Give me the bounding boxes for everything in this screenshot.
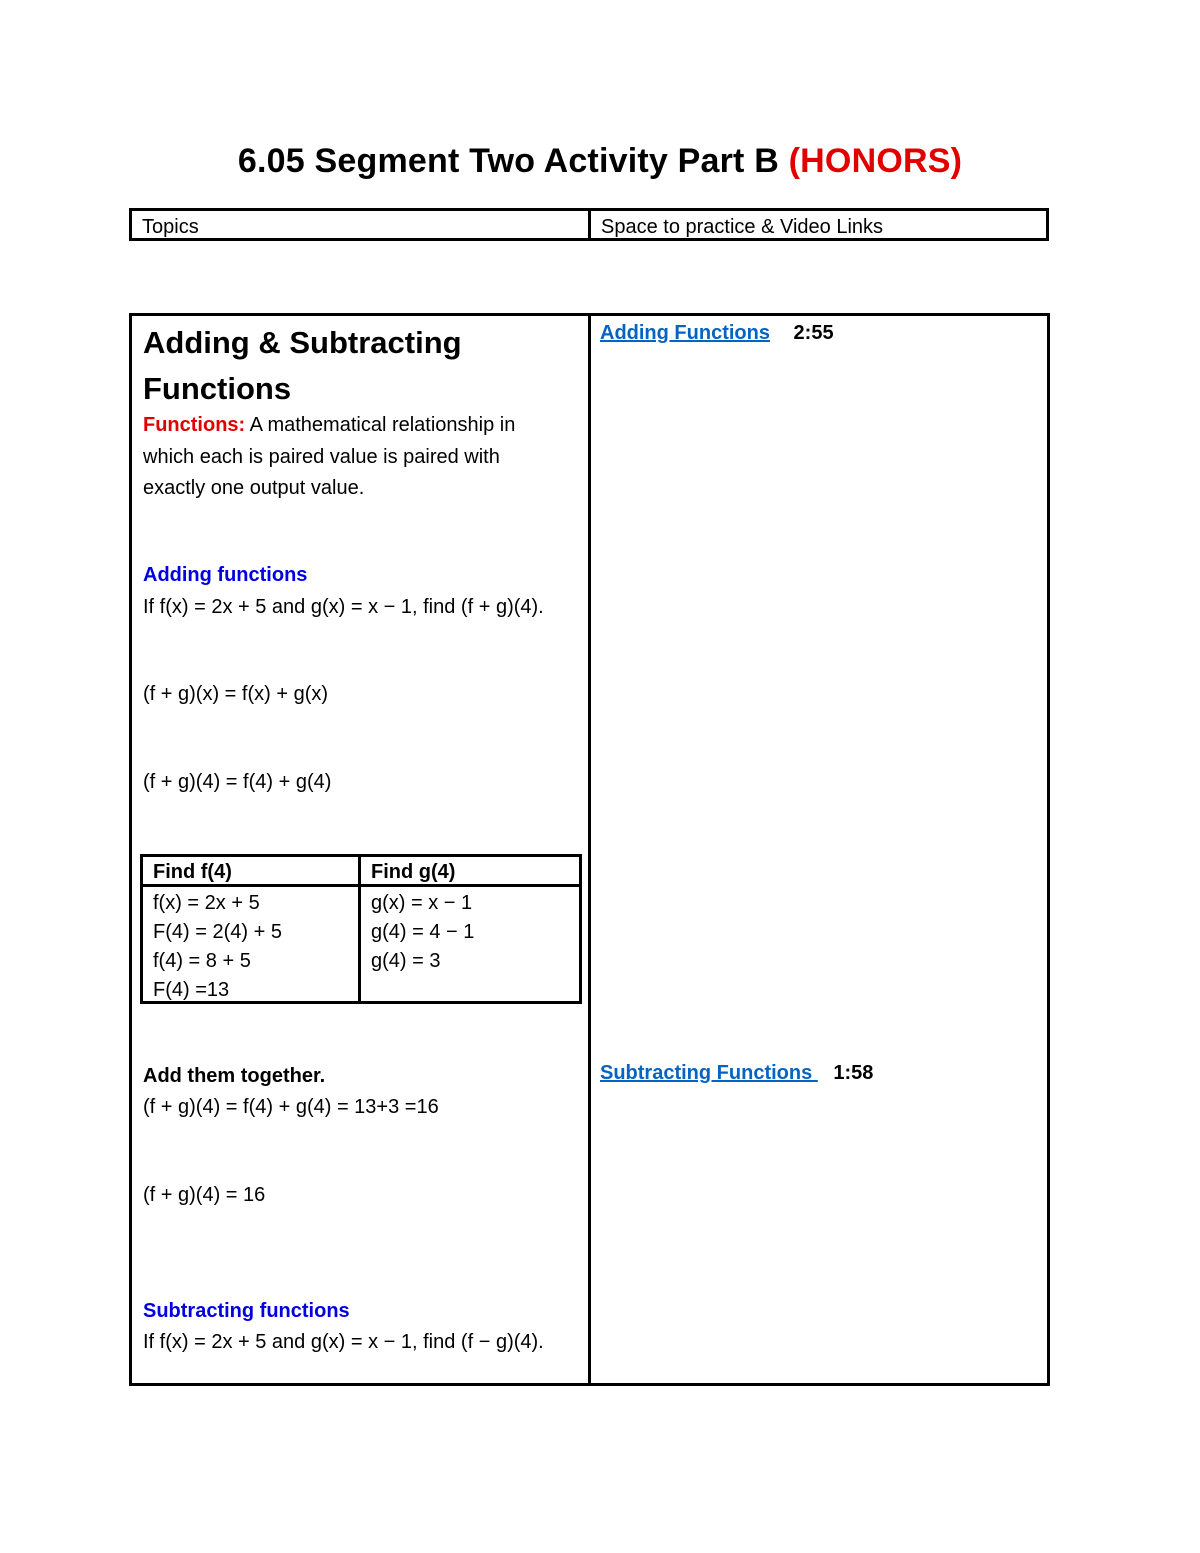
evaluation-table — [140, 854, 582, 1004]
header-table — [129, 208, 1049, 241]
definition-line3: exactly one output value. — [143, 477, 365, 499]
add-together-line: (f + g)(4) = f(4) + g(4) = 13+3 =16 — [143, 1096, 439, 1118]
definition-line1 — [143, 410, 515, 442]
evaluation-table-body — [143, 887, 579, 1001]
adding-video-duration: 2:55 — [793, 322, 834, 344]
f-line-4: F(4) =13 — [153, 979, 230, 1001]
f-line-3: f(4) = 8 + 5 — [153, 950, 251, 972]
definition-text1: A mathematical relationship in — [249, 414, 516, 436]
adding-step2: (f + g)(4) = f(4) + g(4) — [143, 771, 332, 793]
subtracting-problem: If f(x) = 2x + 5 and g(x) = x − 1, find (f − g)(4). — [143, 1331, 544, 1353]
subtracting-functions-video-link[interactable]: Subtracting Functions — [600, 1062, 818, 1084]
adding-problem: If f(x) = 2x + 5 and g(x) = x − 1, find (f + g)(4). — [143, 596, 544, 618]
g-line-3: g(4) = 3 — [371, 950, 441, 972]
subtracting-video-duration: 1:58 — [833, 1062, 874, 1084]
definition-term: Functions: — [143, 414, 246, 436]
definition-line2: which each is paired value is paired with — [143, 446, 500, 468]
subtracting-heading: Subtracting functions — [143, 1300, 350, 1322]
find-f-header: Find f(4) — [143, 857, 361, 884]
practice-column — [591, 316, 1047, 1383]
adding-step1: (f + g)(x) = f(x) + g(x) — [143, 683, 329, 705]
f-line-2: F(4) = 2(4) + 5 — [153, 921, 282, 943]
g-line-1: g(x) = x − 1 — [371, 892, 473, 914]
evaluation-table-header — [143, 857, 579, 887]
section-title-line2: Functions — [143, 371, 292, 406]
adding-heading: Adding functions — [143, 564, 308, 586]
add-together-heading: Add them together. — [143, 1065, 326, 1087]
section-title-line1: Adding & Subtracting — [143, 325, 462, 360]
find-f-column — [143, 887, 361, 1001]
f-line-1: f(x) = 2x + 5 — [153, 892, 260, 914]
title-honors: (HONORS) — [788, 142, 963, 180]
content-table — [129, 313, 1050, 1386]
title-main: 6.05 Segment Two Activity Part B — [237, 142, 779, 180]
find-g-column — [361, 887, 579, 1001]
topics-column — [132, 316, 591, 1383]
page-title — [0, 142, 1200, 181]
subtracting-video-row — [600, 1058, 873, 1090]
adding-video-row — [600, 318, 834, 350]
adding-result: (f + g)(4) = 16 — [143, 1184, 266, 1206]
header-practice: Space to practice & Video Links — [601, 216, 884, 238]
adding-functions-video-link[interactable]: Adding Functions — [600, 322, 770, 344]
g-line-2: g(4) = 4 − 1 — [371, 921, 475, 943]
header-topics: Topics — [132, 211, 591, 238]
find-g-header: Find g(4) — [371, 861, 456, 883]
